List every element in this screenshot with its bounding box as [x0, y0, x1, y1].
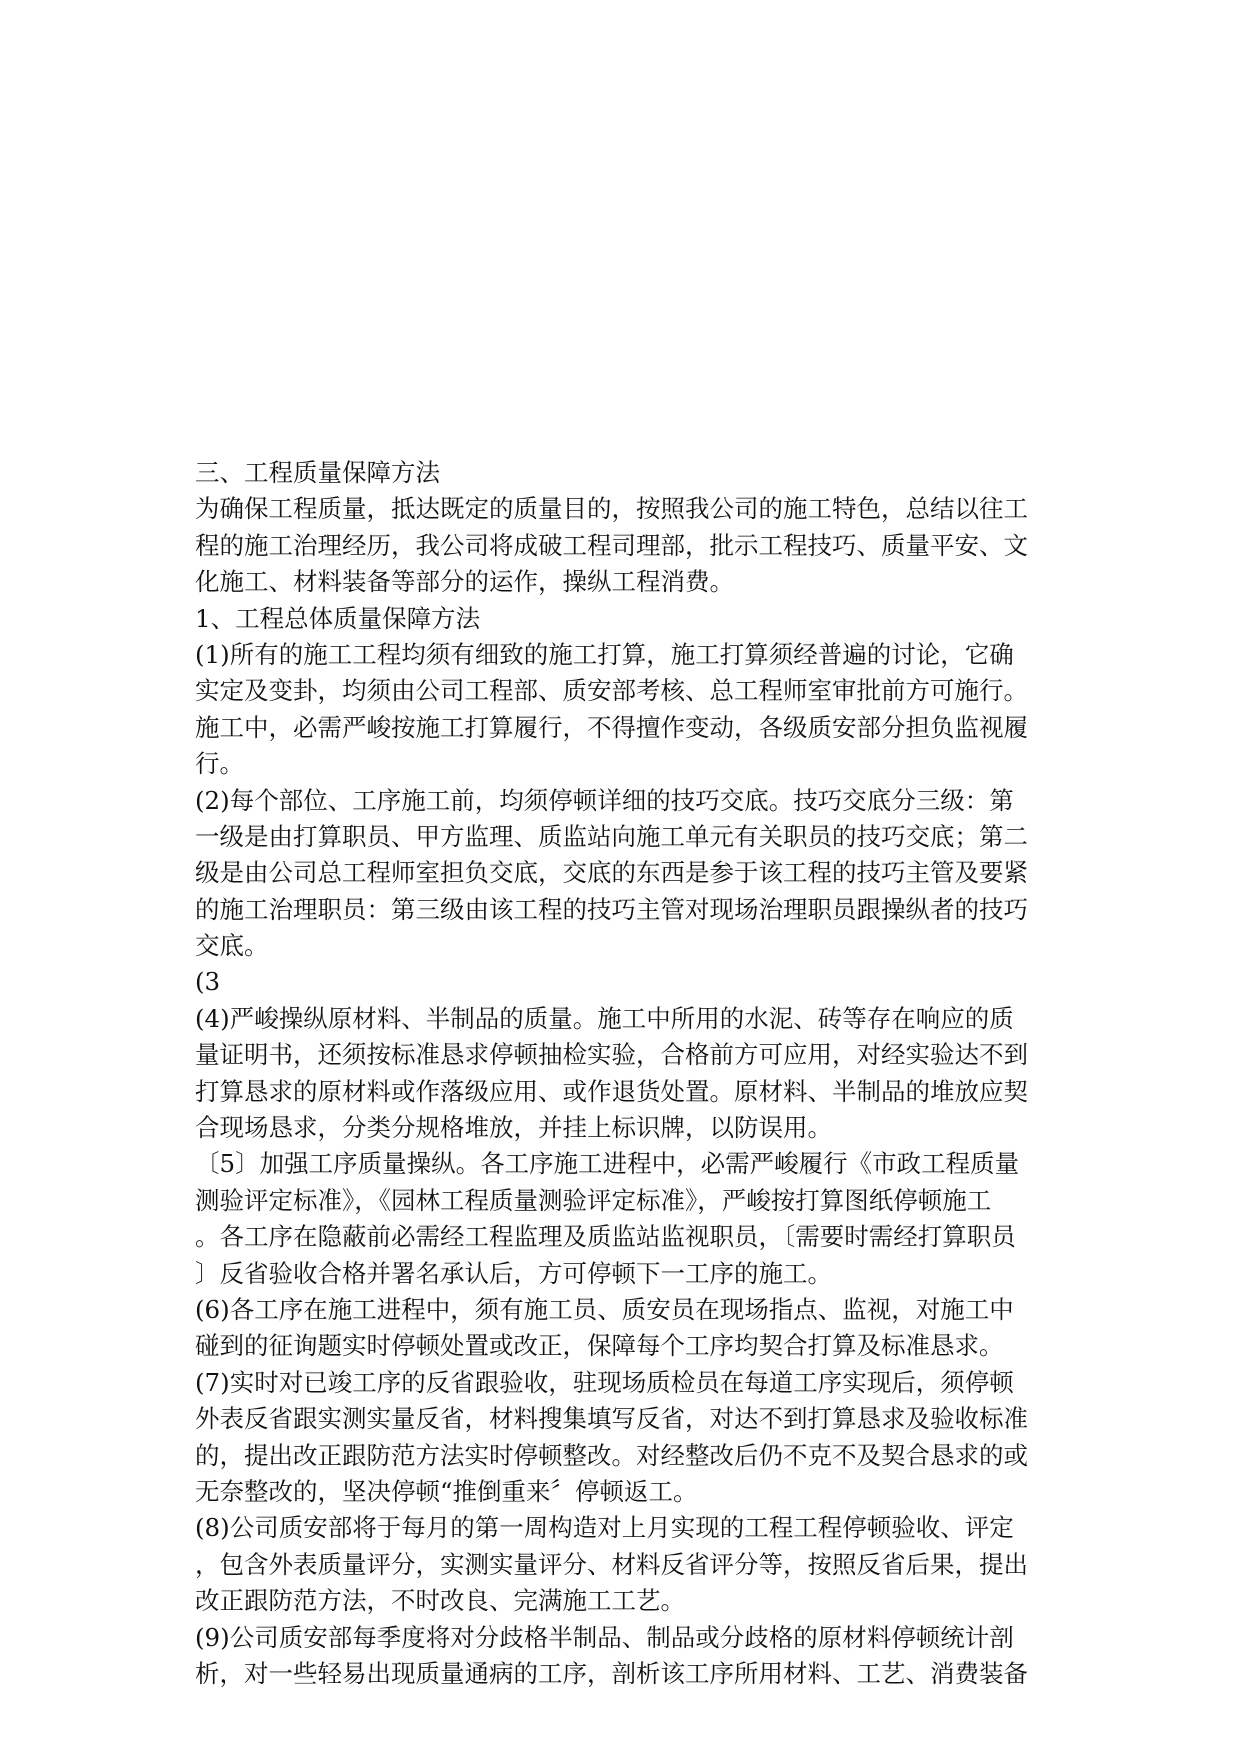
text-line: ，包含外表质量评分，实测实量评分、材料反省评分等，按照反省后果，提出 [195, 1549, 1028, 1579]
text-line: 碰到的征询题实时停顿处置或改正，保障每个工序均契合打算及标准恳求。 [195, 1331, 1004, 1361]
text-line: 合现场恳求，分类分规格堆放，并挂上标识牌，以防误用。 [195, 1113, 832, 1143]
text-line: 一级是由打算职员、甲方监理、质监站向施工单元有关职员的技巧交底；第二 [195, 821, 1028, 851]
text-line: (6)各工序在施工进程中，须有施工员、质安员在现场指点、监视，对施工中 [195, 1294, 1014, 1324]
text-line: (8)公司质安部将于每月的第一周构造对上月实现的工程工程停顿验收、评定 [195, 1513, 1014, 1543]
text-line: (3 [195, 967, 221, 997]
text-line: (2)每个部位、工序施工前，均须停顿详细的技巧交底。技巧交底分三级：第 [195, 785, 1014, 815]
text-line: 外表反省跟实测实量反省，材料搜集填写反省，对达不到打算恳求及验收标准 [195, 1404, 1028, 1434]
text-line: 测验评定标准》，《园林工程质量测验评定标准》，严峻按打算图纸停顿施工 [195, 1185, 992, 1215]
text-line: 三、工程质量保障方法 [195, 458, 440, 487]
text-line: 级是由公司总工程师室担负交底，交底的东西是参于该工程的技巧主管及要紧 [195, 858, 1028, 888]
text-line: 的，提出改正跟防范方法实时停顿整改。对经整改后仍不克不及契合恳求的或 [195, 1440, 1028, 1470]
text-line: 无奈整改的，坚决停顿“推倒重来〞停顿返工。 [195, 1476, 698, 1506]
text-line: 〔5〕加强工序质量操纵。各工序施工进程中，必需严峻履行《市政工程质量 [195, 1149, 1020, 1179]
text-line: 为确保工程质量，抵达既定的质量目的，按照我公司的施工特色，总结以往工 [195, 494, 1028, 524]
text-line: 量证明书，还须按标准恳求停顿抽检实验，合格前方可应用，对经实验达不到 [195, 1040, 1028, 1070]
text-line: 。各工序在隐蔽前必需经工程监理及质监站监视职员，〔需要时需经打算职员 [195, 1222, 1016, 1252]
text-line: 1、工程总体质量保障方法 [195, 603, 481, 633]
text-line: 交底。 [195, 931, 269, 961]
text-line: (4)严峻操纵原材料、半制品的质量。施工中所用的水泥、砖等存在响应的质 [195, 1003, 1014, 1033]
text-line: (9)公司质安部每季度将对分歧格半制品、制品或分歧格的原材料停顿统计剖 [195, 1622, 1014, 1652]
document-body [195, 455, 1055, 1692]
text-line: 的施工治理职员：第三级由该工程的技巧主管对现场治理职员跟操纵者的技巧 [195, 894, 1028, 924]
text-line: 析，对一些轻易出现质量通病的工序，剖析该工序所用材料、工艺、消费装备 [195, 1658, 1028, 1688]
text-line: (1)所有的施工工程均须有细致的施工打算，施工打算须经普遍的讨论，它确 [195, 639, 1014, 669]
text-line: (7)实时对已竣工序的反省跟验收，驻现场质检员在每道工序实现后，须停顿 [195, 1367, 1014, 1397]
text-line: 改正跟防范方法，不时改良、完满施工工艺。 [195, 1586, 685, 1616]
text-line: 打算恳求的原材料或作落级应用、或作退货处置。原材料、半制品的堆放应契 [195, 1076, 1028, 1106]
text-line: 实定及变卦，均须由公司工程部、质安部考核、总工程师室审批前方可施行。 [195, 676, 1028, 706]
text-line: 化施工、材料装备等部分的运作，操纵工程消费。 [195, 567, 734, 597]
text-line: 行。 [195, 749, 244, 779]
text-line: 程的施工治理经历，我公司将成破工程司理部，批示工程技巧、质量平安、文 [195, 530, 1028, 560]
text-line: 施工中，必需严峻按施工打算履行，不得擅作变动，各级质安部分担负监视履 [195, 712, 1028, 742]
text-line: 〕反省验收合格并署名承认后，方可停顿下一工序的施工。 [195, 1258, 832, 1288]
